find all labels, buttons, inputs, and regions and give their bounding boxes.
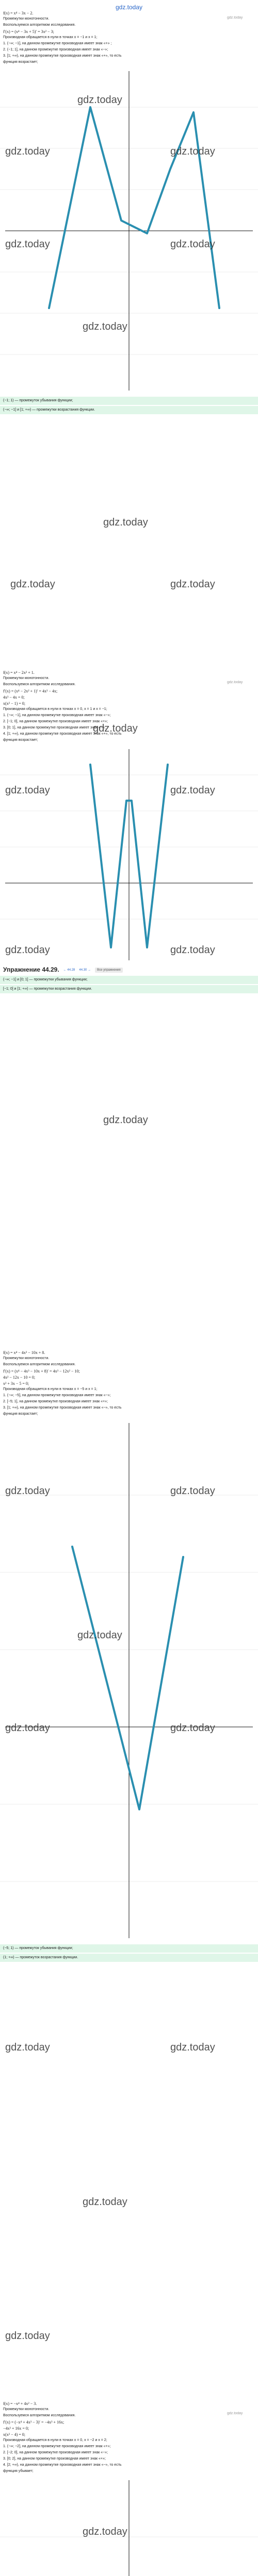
- function-formula: f(x) = x⁴ − 3x − 2.: [3, 11, 34, 15]
- text-line: 2. [−2; 0], на данном промежутке производная имеет знак «−»;: [3, 2451, 108, 2454]
- text-line: Промежутки монотонности.: [3, 17, 50, 21]
- answer-increasing: [−1; 0] и [1; +∞) — промежутки возрастания функции.: [0, 985, 258, 993]
- function-curve: [72, 1547, 183, 1809]
- text-line: 1. (−∞; −2], на данном промежутке производная имеет знак «+»;: [3, 2445, 111, 2448]
- prev-exercise-link[interactable]: ← 44.28: [63, 968, 75, 972]
- text-line: 1. (−∞; −1], на данном промежутке производная имеет знак «−»;: [3, 714, 111, 717]
- text-line: Производная обращается в нули в точках x = 0, x = 1 и x = −1;: [3, 707, 107, 711]
- watermark-small: gdz.today: [227, 681, 243, 684]
- text-line: 2. [−5; 1], на данном промежутке производная имеет знак «+»;: [3, 1400, 108, 1403]
- watermark: gdz.today: [5, 239, 50, 250]
- exercise-title: Упражнение 44.29.: [3, 966, 59, 974]
- text-line: 4. [2; +∞), на данном промежутке производная имеет знак «−», то есть: [3, 2463, 122, 2467]
- text-line: функция убывает;: [3, 2469, 34, 2473]
- text-line: 4. [1; +∞), на данном промежутке производная имеет знак «+», то есть: [3, 732, 122, 736]
- text-line: f′(x) = (x⁴ − 3x + 5)′ = 3x² − 3;: [3, 29, 54, 34]
- text-line: 3. [0; 1], на данном промежутке производная имеет знак «−»;: [3, 726, 106, 730]
- text-line: функция возрастает;: [3, 60, 38, 64]
- watermark: gdz.today: [103, 1114, 148, 1126]
- all-exercises-button[interactable]: Все упражнения: [95, 968, 123, 973]
- text-line: 4x³ − 4x = 0;: [3, 695, 25, 700]
- text-line: Воспользуемся алгоритмом исследования.: [3, 2414, 76, 2417]
- text-line: 1. (−∞; −1], на данном промежутке производная имеет знак «+» ;: [3, 42, 112, 45]
- site-title[interactable]: gdz.today: [115, 4, 143, 11]
- text-line: 2. [−1; 0], на данном промежутке производная имеет знак «+»;: [3, 720, 108, 723]
- answer-decreasing: (−∞; −1] и [0; 1] — промежутки убывания функции;: [0, 976, 258, 984]
- watermark: gdz.today: [5, 785, 50, 796]
- text-line: Воспользуемся алгоритмом исследования.: [3, 1363, 76, 1366]
- watermark: gdz.today: [170, 1485, 215, 1497]
- watermark: gdz.today: [77, 94, 122, 106]
- answer-increasing: (1; +∞) — промежуток возрастания функции.: [0, 1954, 258, 1962]
- exercise-nav: [0, 965, 258, 975]
- watermark: gdz.today: [170, 146, 215, 157]
- text-line: f′(x) = (x⁴ − 2x² + 1)′ = 4x³ − 4x;: [3, 689, 58, 693]
- section-4: [0, 2401, 258, 2576]
- watermark: gdz.today: [83, 321, 127, 332]
- watermark-small: gdz.today: [227, 16, 243, 20]
- function-formula: f(x) = x⁴ − 2x² + 1.: [3, 670, 35, 675]
- function-curve: [49, 107, 219, 308]
- watermark: gdz.today: [83, 2196, 127, 2208]
- answer-decreasing: (−5; 1) — промежуток убывания функции;: [0, 1944, 258, 1953]
- text-line: 4x² − 12x − 10 = 0;: [3, 1375, 36, 1380]
- watermark: gdz.today: [5, 2330, 50, 2342]
- text-line: Промежутки монотонности.: [3, 676, 50, 680]
- text-line: Производная обращается в нули в точках x = −5 и x = 1;: [3, 1387, 98, 1391]
- text-line: 3. [1; +∞), на данном промежутке производная имеет знак «+», то есть: [3, 54, 122, 58]
- text-line: 3. [0; 2], на данном промежутке производная имеет знак «+»;: [3, 2457, 106, 2461]
- text-line: 1. (−∞; −5], на данном промежутке производная имеет знак «−»;: [3, 1394, 111, 1397]
- text-line: f′(x) = (−x⁴ + 4x³ − 3)′ = −4x³ + 16x;: [3, 2420, 64, 2425]
- text-line: 3. [1; +∞), на данном промежутке производная имеет знак «−», то есть: [3, 1406, 122, 1410]
- section-1: [0, 10, 258, 415]
- watermark: gdz.today: [170, 239, 215, 250]
- watermark: gdz.today: [93, 723, 138, 734]
- text-line: x(x² − 4) = 0;: [3, 2432, 25, 2437]
- text-line: Промежутки монотонности.: [3, 1357, 50, 1360]
- watermark: gdz.today: [77, 1630, 122, 1641]
- function-graph: [0, 744, 258, 965]
- watermark: gdz.today: [170, 2042, 215, 2053]
- function-formula: f(x) = −x⁴ + 4x² − 3.: [3, 2401, 37, 2406]
- text-line: Производная обращается в нули в точках x = 0, x = −2 и x = 2;: [3, 2438, 107, 2442]
- watermark: gdz.today: [5, 2042, 50, 2053]
- text-line: 2. (−1; 1], на данном промежутке производная имеет знак «−»;: [3, 48, 108, 52]
- next-exercise-link[interactable]: 44.30 →: [79, 968, 91, 972]
- text-line: функция возрастает;: [3, 738, 38, 742]
- watermark: gdz.today: [5, 146, 50, 157]
- answer-increasing: (−∞; −1] и [1; +∞) — промежутки возрастания функции.: [0, 406, 258, 414]
- watermark: gdz.today: [170, 785, 215, 796]
- text-line: Промежутки монотонности.: [3, 2408, 50, 2411]
- watermark: gdz.today: [10, 579, 55, 590]
- function-graph: [0, 66, 258, 396]
- watermark: gdz.today: [5, 944, 50, 956]
- watermark: gdz.today: [103, 517, 148, 528]
- watermark-small: gdz.today: [227, 2412, 243, 2415]
- watermark: gdz.today: [83, 2526, 127, 2537]
- watermark: gdz.today: [170, 944, 215, 956]
- text-line: Воспользуемся алгоритмом исследования.: [3, 23, 76, 27]
- function-formula: f(x) = x⁴ − 4x³ − 10x + 8.: [3, 1350, 45, 1355]
- section-3: [0, 1350, 258, 1963]
- watermark: gdz.today: [5, 1722, 50, 1734]
- text-line: функция возрастает;: [3, 1412, 38, 1416]
- text-line: f′(x) = (x⁴ − 4x³ − 10x + 8)′ = 4x³ − 12x² − 10;: [3, 1369, 80, 1374]
- watermark: gdz.today: [170, 579, 215, 590]
- text-line: −4x³ + 16x = 0;: [3, 2426, 29, 2431]
- watermark: gdz.today: [5, 1485, 50, 1497]
- watermark: gdz.today: [170, 1722, 215, 1734]
- text-line: x(x² − 1) = 0;: [3, 701, 25, 706]
- answer-decreasing: (−1; 1) — промежуток убывания функции;: [0, 397, 258, 405]
- text-line: x² + 3x − 5 = 0;: [3, 1381, 29, 1386]
- text-line: Воспользуемся алгоритмом исследования.: [3, 683, 76, 686]
- function-graph: [0, 2475, 258, 2576]
- text-line: Производная обращается в нули в точках x = −1 и x = 1;: [3, 36, 98, 39]
